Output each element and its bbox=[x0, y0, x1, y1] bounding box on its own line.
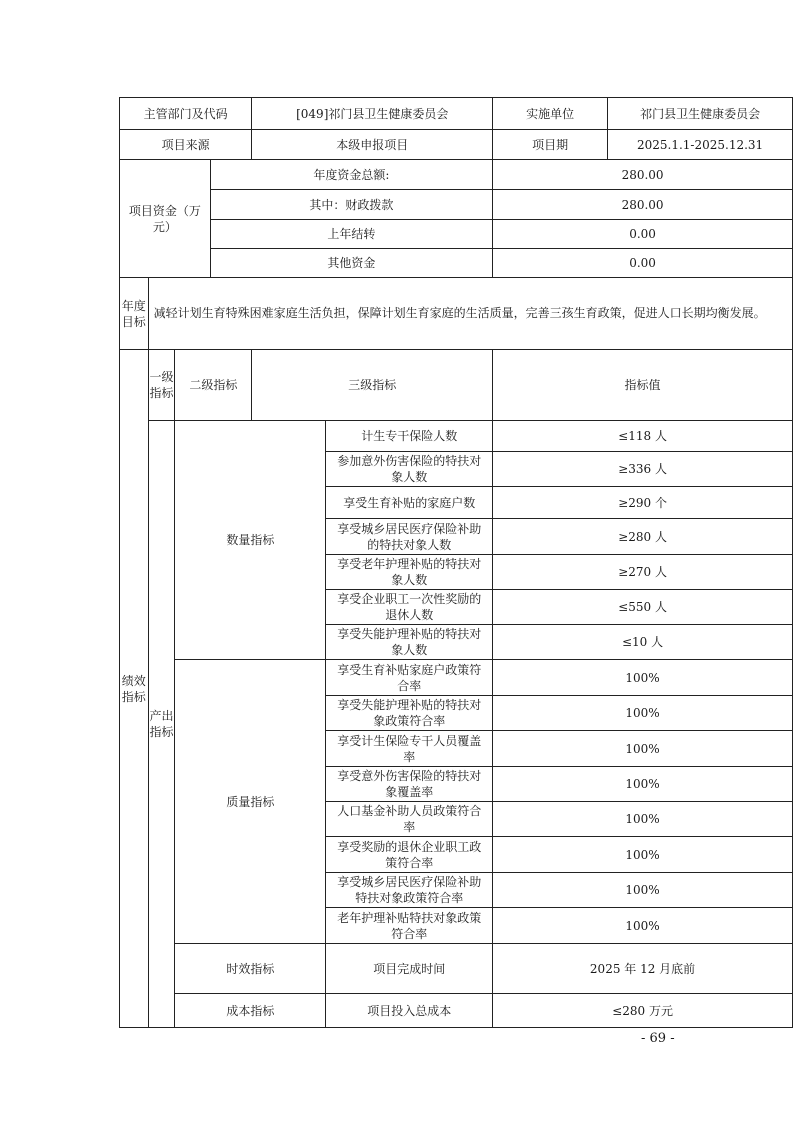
quality-label: 质量指标 bbox=[175, 660, 326, 944]
indicator-value: ≤10 人 bbox=[493, 625, 793, 660]
indicator-name: 项目完成时间 bbox=[326, 944, 493, 994]
performance-table bbox=[119, 97, 793, 1028]
indicator-value: 100% bbox=[493, 802, 793, 837]
indicator-name: 享受生育补贴家庭户政策符合率 bbox=[326, 660, 493, 696]
funds-row-label: 其中：财政拨款 bbox=[210, 190, 492, 220]
indicator-name: 享受城乡居民医疗保险补助的特扶对象人数 bbox=[326, 519, 493, 555]
indicator-value: 100% bbox=[493, 696, 793, 731]
indicator-name: 老年护理补贴特扶对象政策符合率 bbox=[326, 908, 493, 944]
page-number: - 69 - bbox=[641, 1031, 675, 1046]
indicator-name: 享受企业职工一次性奖励的退休人数 bbox=[326, 590, 493, 625]
impl-value: 祁门县卫生健康委员会 bbox=[608, 98, 793, 130]
indicator-value: 2025 年 12 月底前 bbox=[493, 944, 793, 994]
indicator-value: ≤280 万元 bbox=[493, 994, 793, 1028]
indicator-name: 享受城乡居民医疗保险补助特扶对象政策符合率 bbox=[326, 873, 493, 908]
dept-value: [049]祁门县卫生健康委员会 bbox=[252, 98, 493, 130]
indicator-value: 100% bbox=[493, 731, 793, 767]
level1-header: 一级指标 bbox=[148, 350, 175, 421]
period-label: 项目期 bbox=[493, 130, 608, 160]
indicator-name: 享受奖励的退休企业职工政策符合率 bbox=[326, 837, 493, 873]
value-header: 指标值 bbox=[493, 350, 793, 421]
indicator-name: 享受老年护理补贴的特扶对象人数 bbox=[326, 555, 493, 590]
indicator-value: ≤118 人 bbox=[493, 421, 793, 452]
quantity-label: 数量指标 bbox=[175, 421, 326, 660]
source-value: 本级申报项目 bbox=[252, 130, 493, 160]
cost-label: 成本指标 bbox=[175, 994, 326, 1028]
level3-header: 三级指标 bbox=[252, 350, 493, 421]
indicator-name: 人口基金补助人员政策符合率 bbox=[326, 802, 493, 837]
indicator-value: 100% bbox=[493, 660, 793, 696]
indicator-value: 100% bbox=[493, 908, 793, 944]
indicator-name: 享受失能护理补贴的特扶对象人数 bbox=[326, 625, 493, 660]
indicator-value: ≥336 人 bbox=[493, 452, 793, 487]
funds-row-value: 0.00 bbox=[493, 220, 793, 249]
indicator-name: 享受计生保险专干人员覆盖率 bbox=[326, 731, 493, 767]
period-value: 2025.1.1-2025.12.31 bbox=[608, 130, 793, 160]
indicator-value: 100% bbox=[493, 767, 793, 802]
level2-header: 二级指标 bbox=[175, 350, 252, 421]
funds-row-label: 上年结转 bbox=[210, 220, 492, 249]
impl-label: 实施单位 bbox=[493, 98, 608, 130]
indicator-name: 参加意外伤害保险的特扶对象人数 bbox=[326, 452, 493, 487]
dept-label: 主管部门及代码 bbox=[120, 98, 252, 130]
funds-row-value: 0.00 bbox=[493, 249, 793, 278]
funds-label: 项目资金（万元） bbox=[120, 160, 211, 278]
indicator-name: 项目投入总成本 bbox=[326, 994, 493, 1028]
goal-text: 减轻计划生育特殊困难家庭生活负担，保障计划生育家庭的生活质量，完善三孩生育政策，促进人口长期均衡发展。 bbox=[148, 278, 792, 350]
indicator-value: ≥280 人 bbox=[493, 519, 793, 555]
funds-row-label: 其他资金 bbox=[210, 249, 492, 278]
indicator-name: 享受失能护理补贴的特扶对象政策符合率 bbox=[326, 696, 493, 731]
indicator-name: 享受意外伤害保险的特扶对象覆盖率 bbox=[326, 767, 493, 802]
funds-row-label: 年度资金总额: bbox=[210, 160, 492, 190]
indicator-name: 享受生育补贴的家庭户数 bbox=[326, 487, 493, 519]
indicator-name: 计生专干保险人数 bbox=[326, 421, 493, 452]
goal-label: 年度目标 bbox=[120, 278, 149, 350]
indicator-value: ≤550 人 bbox=[493, 590, 793, 625]
output-label: 产出指标 bbox=[148, 421, 175, 1028]
source-label: 项目来源 bbox=[120, 130, 252, 160]
timeliness-label: 时效指标 bbox=[175, 944, 326, 994]
funds-row-value: 280.00 bbox=[493, 160, 793, 190]
perf-label: 绩效指标 bbox=[120, 350, 149, 1028]
indicator-value: 100% bbox=[493, 837, 793, 873]
indicator-value: ≥290 个 bbox=[493, 487, 793, 519]
indicator-value: 100% bbox=[493, 873, 793, 908]
funds-row-value: 280.00 bbox=[493, 190, 793, 220]
indicator-value: ≥270 人 bbox=[493, 555, 793, 590]
